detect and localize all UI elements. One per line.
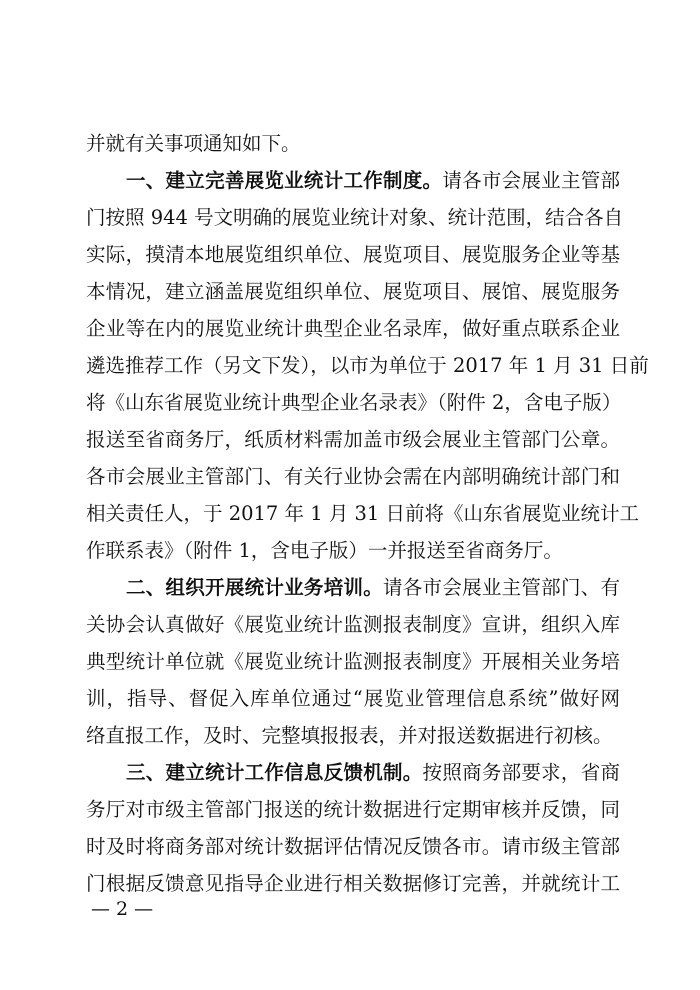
page-number: — 2 — xyxy=(91,898,154,920)
body-line: 务厅对市级主管部门报送的统计数据进行定期审核并反馈，同 xyxy=(86,798,620,821)
body-line: 将《山东省展览业统计典型企业名录表》（附件 2，含电子版） xyxy=(86,391,622,414)
section-2-text: 请各市会展业主管部门、有 xyxy=(383,576,620,599)
body-line: 企业等在内的展览业统计典型企业名录库，做好重点联系企业 xyxy=(86,317,620,340)
body-line: 各市会展业主管部门、有关行业协会需在内部明确统计部门和 xyxy=(86,465,620,488)
body-line: 门根据反馈意见指导企业进行相关数据修订完善，并就统计工 xyxy=(86,872,620,895)
body-line: 本情况，建立涵盖展览组织单位、展览项目、展馆、展览服务 xyxy=(86,280,620,303)
section-1-text: 请各市会展业主管部 xyxy=(442,169,620,192)
body-line: 实际，摸清本地展览组织单位、展览项目、展览服务企业等基 xyxy=(86,243,620,266)
section-2-first-line xyxy=(86,573,620,603)
body-line: 关协会认真做好《展览业统计监测报表制度》宣讲，组织入库 xyxy=(86,613,620,636)
body-line: 典型统计单位就《展览业统计监测报表制度》开展相关业务培 xyxy=(86,650,620,673)
section-1-heading: 一、建立完善展览业统计工作制度。 xyxy=(126,169,443,192)
body-line: 门按照 944 号文明确的展览业统计对象、统计范围，结合各自 xyxy=(86,206,624,229)
body-line: 作联系表》（附件 1，含电子版）一并报送至省商务厅。 xyxy=(86,539,563,562)
section-3-text: 按照商务部要求，省商 xyxy=(422,761,620,784)
body-line: 遴选推荐工作（另文下发），以市为单位于 2017 年 1 月 31 日前 xyxy=(86,354,649,377)
body-line: 并就有关事项通知如下。 xyxy=(86,132,301,155)
body-line: 训，指导、督促入库单位通过“展览业管理信息系统”做好网 xyxy=(86,687,620,710)
body-line: 报送至省商务厅，纸质材料需加盖市级会展业主管部门公章。 xyxy=(86,428,620,451)
section-1-first-line xyxy=(86,166,620,196)
body-line: 相关责任人，于 2017 年 1 月 31 日前将《山东省展览业统计工 xyxy=(86,502,640,525)
section-2-heading: 二、组织开展统计业务培训。 xyxy=(126,576,384,599)
section-3-heading: 三、建立统计工作信息反馈机制。 xyxy=(126,761,423,784)
section-3-first-line xyxy=(86,758,620,788)
body-line: 络直报工作，及时、完整填报报表，并对报送数据进行初核。 xyxy=(86,724,613,747)
body-line: 时及时将商务部对统计数据评估情况反馈各市。请市级主管部 xyxy=(86,835,620,858)
